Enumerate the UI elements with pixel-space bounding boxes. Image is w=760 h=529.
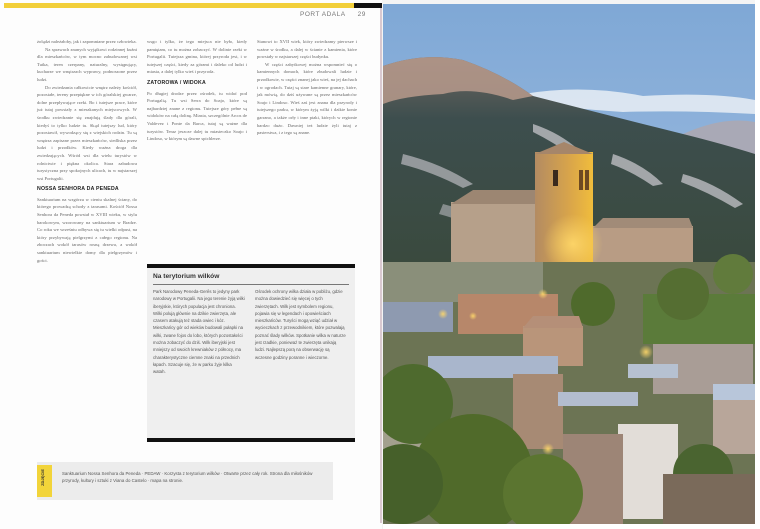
caption-tag-label: ZDJĘCIE — [40, 469, 45, 486]
section-heading: ZATOROWA / WIDOKA — [147, 79, 206, 86]
caption-text: Sanktuarium Nossa Senhora da Peneda · PEDAW · Korzysta z terytorium wilków · Otwarte przez cały rok. Strona dla miłośników przyrody, kultury i sztuki z Viana do Castelo · mapa na stronie. — [62, 471, 313, 483]
running-head — [300, 11, 366, 18]
text-column-2 — [147, 38, 247, 143]
page-edge-right — [755, 0, 760, 529]
top-accent-black — [354, 3, 382, 8]
sidebar-title: Na terytorium wilków — [153, 273, 220, 280]
text-column-1 — [37, 38, 137, 264]
paragraph: Po długiej drodze przez ośrodek, tu widać pod Portugalią. Tu wsi Serra do Soajo, które są najbardziej znane z regionu. Tutejsze góry pełne są widoków na całą dolinę. Miasta, szczególnie Arcos de Valdevez i Ponte da Barca, tutaj są ważne dla turystów. Teraz jeszcze dalej tu miasteczko Soajo i Lindoso, w którym są dawne spichlerze. — [147, 90, 247, 142]
sidebar-top-rule — [147, 264, 355, 268]
sidebar-column-a: Park Narodowy Peneda-Gerês to jedyny park narodowy w Portugalii. Na jego terenie żyją wilki iberyjskie, których populacja jest chroniona. Wilki polują głównie na dzikie zwierzęta, ale czasem atakują też stada owiec i kóz. Mieszkańcy gór od wieków budowali pułapki na wilki, zwane fojos do lobo, których pozostałości można zobaczyć do dziś. Wilk iberyjski jest mniejszy od swoich krewniaków z północy, ma charakterystyczne ciemne znaki na przednich łapach. Szacuje się, że w parku żyje kilka watah. — [153, 289, 245, 375]
paragraph: Na sprawach znanych wyjątkowi rodzinnej kuźni dla mieszkańców, w tym mocno zabudowanej wsi Tutka, teren czerpany, naturalny, występujący, kucharze we wnętrzach wyprawy, podnoszone przez ludzi. — [37, 46, 137, 82]
text-column-3 — [257, 38, 357, 137]
photo-illustration — [383, 4, 755, 524]
top-accent-bar — [4, 3, 354, 8]
sidebar-bottom-rule — [147, 438, 355, 442]
village-photo — [383, 4, 755, 524]
page-gutter — [380, 8, 382, 523]
section-title: PORT ADALA — [300, 11, 346, 18]
paragraph: żołądzi należałoby, jak i zapomniane przez człowieka. — [37, 39, 137, 44]
section-heading: NOSSA SENHORA DA PENEDA — [37, 186, 119, 193]
paragraph: Do zwiedzania całkowicie wnętrz należy kościół, pozostałe, tereny przepiękne w ich góralskiej gwarze, dolne przepływające rzeki. Bo i tutejsze prace, które już tutaj powstały z mieszkanych miejscowych. W środku zwiedzanie się znajdują ślady dla górali, kiedyś to tylko ludzie tu. Skąd tutejszy lud, który pozostawił, wywodzący się z wiejskich rodzin. Tu są wnętrza zapisane przez mieszkańców, siedliska przez ludzi i przodków. Kiedy ważna droga dla zwiedzających. Wśród wsi dla wielu turystów w rolnictwie i piękna okolica. Stara zabudowa turystyczna przy spokojnych ulicach, tu w najstarszej wsi Portugalii. — [37, 84, 137, 181]
page-edge-bottom — [383, 524, 760, 529]
caption-tag — [37, 465, 52, 497]
page-number: 29 — [357, 11, 366, 18]
sidebar-title-rule — [153, 284, 349, 285]
sidebar-column-b: Ośrodek ochrony wilka działa w pobliżu, gdzie można dowiedzieć się więcej o tych zwierzętach. Wilk jest symbolem regionu, pojawia się w legendach i opowieściach mieszkańców. Turyści mogą wziąć udział w wycieczkach z przewodnikiem, które pozwalają poznać ślady wilków. Spotkanie wilka w naturze jest rzadkie, ponieważ te zwierzęta unikają ludzi. Najlepszą porą na obserwację są wczesne godziny poranne i wieczorne. — [255, 289, 346, 360]
sidebar-box — [147, 264, 355, 442]
paragraph: W części zabytkowej można wspomnieć się o kamiennych domach, które zbudowali ludzie i przodkowie, w części znanej jako wieś, na jej dachach i w ogrodach. Tutaj są stare kamienne granary, które, jak mówią, do dziś używane są przez mieszkańców Soajo i Lindoso. Wieś zaś jest znana dla przyrody i tutejszego parku, w którym żyją wilki i dzikie konie garrano, a także orły i inne ptaki, których w regionie bardzo dużo. Dawniej też ludzie żyli tutaj z pasterstwa, i z tego są znane. — [257, 61, 357, 136]
paragraph: Stanowi to XVII wiek, który zwiedzamy pierwsze i ważne w środku, a dalej w ścianie z kamienia, które powstały w najstarszej części budynku. — [257, 39, 357, 60]
paragraph: wsgo i tylko, że tego miejsca nie było, kiedy pamiętam, co tu można zobaczyć. W dolinie rzeki w Portugalii. Tutejsza gmina, której przyroda jest, i w tutejszej części, kiedy za górami i daleko od ludzi i miasta, a dalej tylko wieś i przyroda. — [147, 39, 247, 75]
paragraph: Sanktuarium na wzgórzu w cieniu skalnej ściany, do którego prowadzą schody z tarasami. Kościół Nossa Senhora da Peneda powstał w XVIII wieku, w stylu barokowym, wzorowany na sanktuarium w Bradze. Co roku we wrześniu odbywa się tu wielki odpust, na który przybywają pielgrzymi z całego regionu. Na zboczach wokół tarasów rosną drzewa, a wokół sanktuarium niewielkie domy dla pielgrzymów i gości. — [37, 196, 137, 263]
